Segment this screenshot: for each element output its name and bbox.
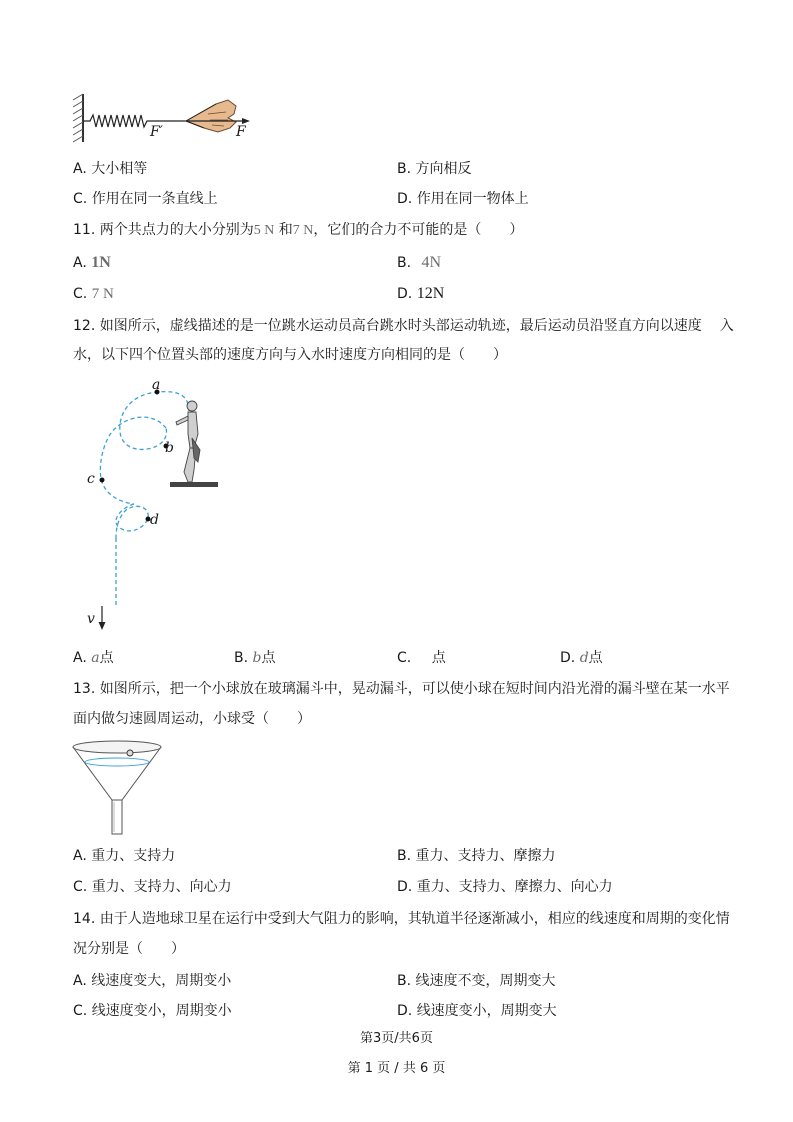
q10-option-c[interactable]: C. 作用在同一条直线上 [73,191,218,207]
q10-option-a[interactable]: A. 大小相等 [73,161,148,177]
q12-option-d[interactable]: D. d点 [560,650,603,666]
point-b-label: b [165,440,174,456]
funnel-figure [70,738,170,836]
q12-stem-line1: 12. 如图所示，虚线描述的是一位跳水运动员高台跳水时头部运动轨迹，最后运动员沿竖直方向以速度 入 [73,318,734,334]
outer-page-number: 第 1 页 / 共 6 页 [347,1061,446,1076]
q10-option-b[interactable]: B. 方向相反 [397,161,472,177]
q10-option-d[interactable]: D. 作用在同一物体上 [397,191,529,207]
q14-option-b[interactable]: B. 线速度不变，周期变大 [397,973,556,989]
question-number: 11. [73,222,96,238]
q13-option-d[interactable]: D. 重力、支持力、摩擦力、向心力 [397,879,613,895]
force-value: 5 N [253,223,275,238]
q11-option-c[interactable]: C. 7 N [73,286,114,302]
q12-option-b[interactable]: B. b点 [234,650,276,666]
q14-stem-line2: 况分别是（ ） [73,941,185,957]
diving-trajectory-figure [80,378,230,636]
q12-stem-line2: 水，以下四个位置头部的速度方向与入水时速度方向相同的是（ ） [73,347,507,363]
q11-option-d[interactable]: D. 12N [397,285,445,302]
q13-option-b[interactable]: B. 重力、支持力、摩擦力 [397,848,556,864]
q11-option-b[interactable]: B. 4N [397,254,442,271]
q12-option-a[interactable]: A. a点 [73,650,114,666]
q14-stem-line1: 14. 由于人造地球卫星在运行中受到大气阻力的影响，其轨道半径逐渐减小，相应的线速度和周期的变化情 [73,911,730,927]
q11-stem: 11. 两个共点力的大小分别为5 N 和7 N，它们的合力不可能的是（ ） [73,222,524,238]
q13-option-c[interactable]: C. 重力、支持力、向心力 [73,879,232,895]
point-a-label: a [152,377,161,393]
point-c-label: c [87,471,95,487]
label-f-prime: F′ [150,124,163,140]
velocity-label: v [87,611,95,627]
q14-option-d[interactable]: D. 线速度变小，周期变大 [397,1003,557,1019]
q14-option-c[interactable]: C. 线速度变小，周期变小 [73,1003,232,1019]
q13-option-a[interactable]: A. 重力、支持力 [73,848,176,864]
question-number: 14. [73,911,96,927]
point-d-label: d [150,512,159,528]
q12-option-c[interactable]: C. 点 [397,650,446,666]
label-f: F [236,124,246,140]
spring-hand-figure [68,92,258,146]
q13-stem-line2: 面内做匀速圆周运动，小球受（ ） [73,711,311,727]
question-number: 12. [73,318,96,334]
force-value: 7 N [292,223,314,238]
q13-stem-line1: 13. 如图所示，把一个小球放在玻璃漏斗中，晃动漏斗，可以使小球在短时间内沿光滑的漏斗壁在某一水平 [73,681,730,697]
inner-page-number: 第3页/共6页 [360,1031,433,1046]
q11-option-a[interactable]: A. 1N [73,254,111,271]
q14-option-a[interactable]: A. 线速度变大，周期变小 [73,973,232,989]
question-number: 13. [73,681,96,697]
